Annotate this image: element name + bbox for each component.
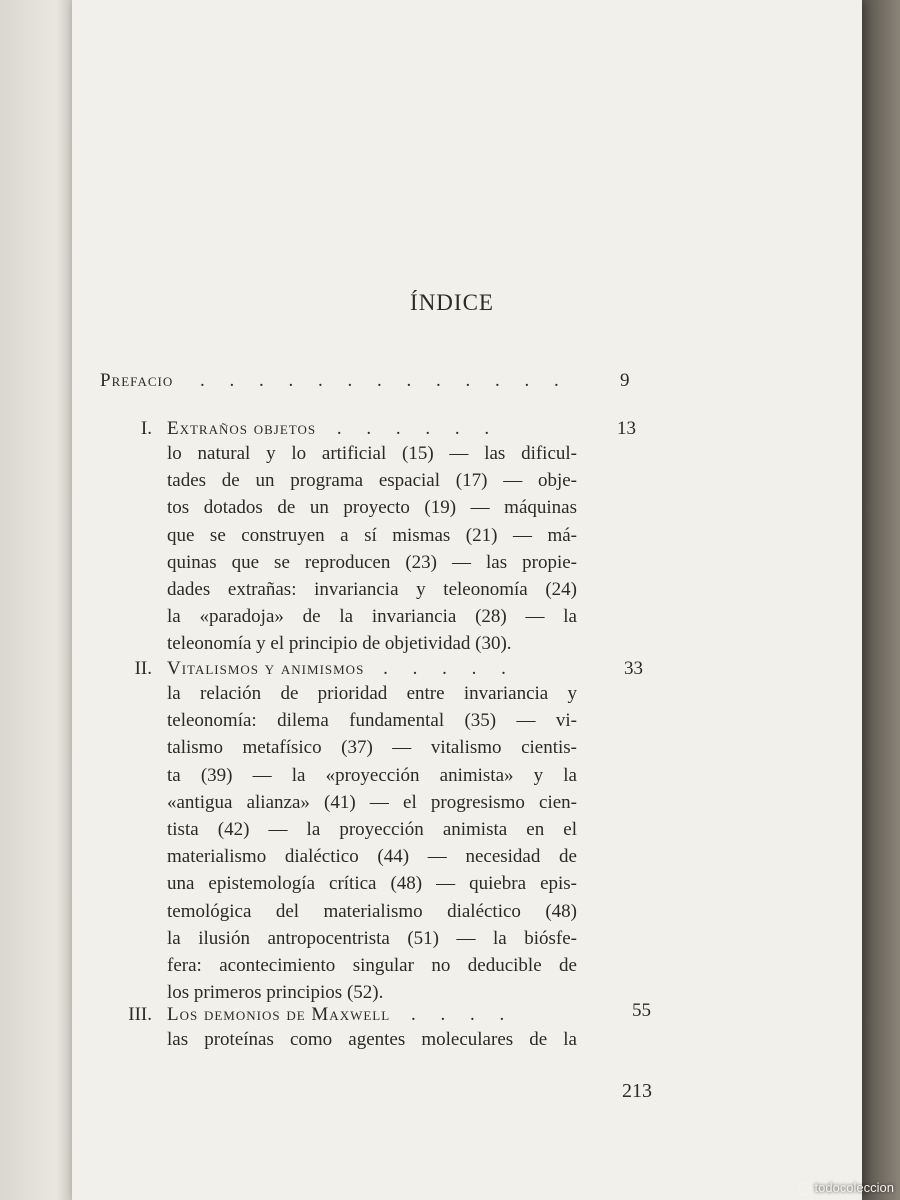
summary-line: materialismo dialéctico (44) — necesidad de: [167, 846, 577, 868]
chapter-1-leader: . . . . . .: [336, 418, 500, 439]
chapter-1-page-number: 13: [617, 418, 636, 439]
watermark-text: todocoleccion: [814, 1180, 894, 1196]
summary-line: una epistemología crítica (48) — quiebra epis-: [167, 873, 577, 895]
summary-line: lo natural y lo artificial (15) — las dificul-: [167, 443, 577, 464]
page-title: ÍNDICE: [410, 290, 494, 315]
chapter-3-title: Los demonios de Maxwell: [167, 1004, 391, 1025]
watermark: [798, 1180, 895, 1196]
chapter-1-numeral: I.: [140, 418, 152, 439]
chapter-1-summary: [167, 440, 577, 658]
chapter-1-title: Extraños objetos: [167, 418, 317, 439]
chapter-2-leader: . . . . .: [383, 658, 516, 679]
summary-line: la «paradoja» de la invariancia (28) — la: [167, 606, 577, 628]
chapter-2-page-number: 33: [624, 658, 643, 679]
summary-line: tista (42) — la proyección animista en el: [167, 819, 577, 841]
chapter-2-title: Vitalismos y animismos: [167, 658, 365, 679]
chapter-3-page-number: 55: [632, 1000, 651, 1021]
summary-line: ta (39) — la «proyección animista» y la: [167, 764, 577, 786]
summary-line: tades de un programa espacial (17) — obje-: [167, 470, 577, 492]
summary-line: temológica del materialismo dialéctico (48): [167, 900, 577, 922]
summary-line: «antigua alianza» (41) — el progresismo cien-: [167, 791, 577, 813]
watermark-logo-icon: [798, 1182, 812, 1196]
preface-label: Prefacio: [100, 370, 174, 391]
toc-entry-chapter-1: [167, 418, 499, 440]
summary-line: teleonomía: dilema fundamental (35) — vi-: [167, 710, 577, 732]
summary-line: dades extrañas: invariancia y teleonomía (24): [167, 579, 577, 601]
chapter-3-numeral: III.: [128, 1004, 152, 1025]
chapter-2-summary: [167, 680, 577, 1006]
summary-line: talismo metafísico (37) — vitalismo cientis-: [167, 737, 577, 759]
chapter-3-leader: . . . .: [410, 1004, 515, 1025]
chapter-3-summary: [167, 1026, 577, 1053]
summary-line: los primeros principios (52).: [167, 982, 384, 1004]
summary-line: teleonomía y el principio de objetividad (30).: [167, 633, 512, 655]
toc-entry-chapter-3: [167, 1004, 514, 1026]
preface-leader: . . . . . . . . . . . . .: [199, 370, 569, 391]
book-page: [72, 0, 862, 1200]
summary-line: la ilusión antropocentrista (51) — la biósfe-: [167, 927, 577, 949]
summary-line: quinas que se reproducen (23) — las propie-: [167, 551, 577, 573]
summary-line: fera: acontecimiento singular no deducible de: [167, 955, 577, 977]
toc-entry-preface: [100, 370, 569, 392]
summary-line: tos dotados de un proyecto (19) — máquinas: [167, 497, 577, 519]
background-left: [0, 0, 80, 1200]
summary-line: que se construyen a sí mismas (21) — má-: [167, 524, 577, 546]
page-folio-number: 213: [622, 1080, 652, 1102]
summary-line: las proteínas como agentes moleculares de la: [167, 1029, 577, 1050]
summary-line: la relación de prioridad entre invariancia y: [167, 683, 577, 704]
toc-entry-chapter-2: [167, 658, 516, 680]
chapter-2-numeral: II.: [134, 658, 152, 679]
preface-page-number: 9: [620, 370, 630, 391]
